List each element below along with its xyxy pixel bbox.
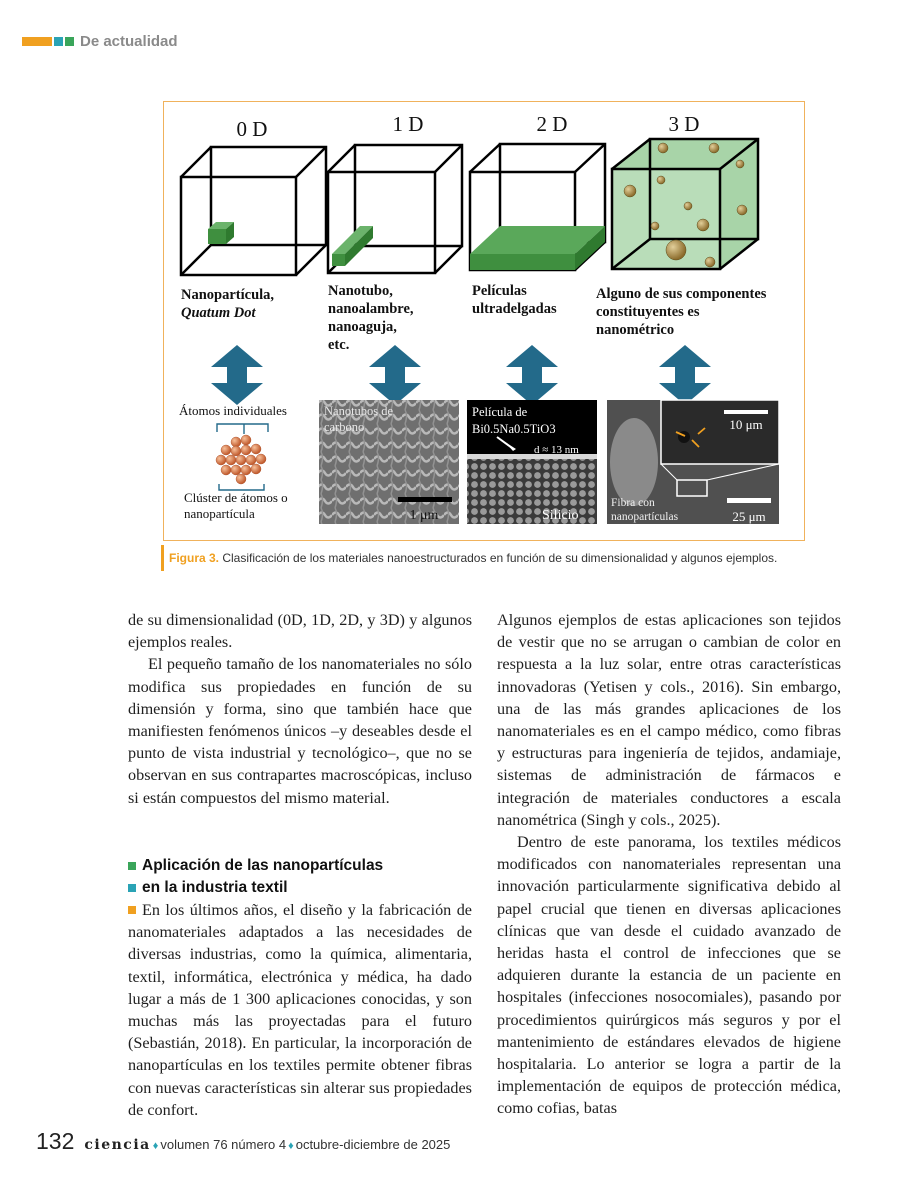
fiber-scale-large: 25 μm (732, 509, 766, 524)
label-1d-line1: Nanotubo, (328, 283, 393, 299)
cube-0d (181, 147, 326, 275)
header-bar-green (65, 37, 74, 46)
subsection-heading-line-2 (128, 877, 472, 899)
subsection-title-line1: Aplicación de las nanopartículas (142, 857, 384, 874)
figure-caption (161, 545, 819, 571)
film-line2: Bi0.5Na0.5TiO3 (472, 422, 556, 436)
double-arrows (211, 345, 711, 405)
atom-cluster (216, 424, 268, 490)
issue-period: octubre-diciembre de 2025 (295, 1137, 451, 1152)
atoms-label: Átomos individuales (179, 403, 287, 418)
nanotubes-scale: 1 μm (409, 508, 439, 523)
label-1d-line2: nanoalambre, (328, 301, 414, 317)
magazine-name: ciencia (84, 1137, 151, 1153)
header-bar-teal (54, 37, 63, 46)
subsection (128, 855, 472, 1121)
sem-film (467, 400, 597, 524)
right-column (497, 609, 841, 1120)
subsection-body (128, 899, 472, 1121)
header-bar-orange (22, 37, 52, 46)
square-marker-icon (128, 862, 136, 870)
film-substrate: Silicio (542, 508, 579, 523)
section-header (22, 33, 178, 50)
diamond-icon: ♦ (152, 1140, 159, 1152)
subsection-body-text: En los últimos años, el diseño y la fabricación de nanomateriales adaptados a las necesidades de diversas industrias, como la química, alimentaria, textil, informática, electrónica y médica, ha dado lugar a más de 1 300 aplicaciones conocidas, y son muchas más las proyectadas para el futuro (Sebastián, 2018). En particular, la incorporación de nanopartículas en los textiles permite obtener fibras con nuevas características sin alterar sus propiedades de confort. (128, 901, 472, 1119)
square-marker-icon (128, 906, 136, 914)
double-arrow-1d (369, 345, 421, 405)
cluster-line2: nanopartícula (184, 506, 255, 521)
double-arrow-0d (211, 345, 263, 405)
film-2d (470, 226, 605, 270)
diamond-icon: ♦ (288, 1140, 294, 1152)
sem-nanotubes (319, 400, 459, 524)
label-1d-line4: etc. (328, 337, 350, 353)
label-0d-line1: Nanopartícula, (181, 287, 275, 303)
title-1d: 1 D (392, 112, 424, 136)
right-paragraph-2: Dentro de este panorama, los textiles médicos modificados con nanomateriales representan una innovación particularmente significativa debido al papel crucial que tienen en diversas aplicaciones clínicas que van desde el cuidado avanzado de heridas hasta el control de infecciones que se adquieren durante la estancia de un paciente en hospitales (infecciones nosocomiales), pasando por procedimientos quirúrgicos más seguros y por el mantenimiento de estándares elevados de higiene hospitalaria. Lo anterior se logra a partir de la implementación de equipos de protección médica, como cofias, batas (497, 833, 841, 1118)
left-column (128, 609, 472, 809)
sem-fiber (607, 400, 779, 524)
label-2d-line2: ultradelgadas (472, 301, 557, 317)
cluster-line1: Clúster de átomos o (184, 490, 288, 505)
title-3d: 3 D (668, 112, 700, 136)
double-arrow-3d (659, 345, 711, 405)
title-2d: 2 D (536, 112, 568, 136)
title-0d: 0 D (236, 117, 268, 141)
label-3d-line2: constituyentes es (596, 304, 700, 320)
fiber-line1: Fibra con (611, 497, 655, 509)
film-thickness: d ≈ 13 nm (534, 444, 579, 456)
caption-label: Figura 3. (169, 551, 220, 565)
label-1d-line3: nanoaguja, (328, 319, 397, 335)
square-marker-icon (128, 884, 136, 892)
fiber-line2: nanopartículas (611, 511, 679, 523)
right-paragraph-1: Algunos ejemplos de estas aplicaciones son tejidos de vestir que no se arrugan o cambian de color en respuesta a la luz solar, entre otras características innovadoras (Yetisen y cols., 2016). Sin embargo, una de las más grandes aplicaciones de los nanomateriales es en el campo médico, como fibras y estructuras para ingeniería de tejidos, andamiaje, sistemas de administración de fármacos e integración de materiales conductores a escala nanométrica (Singh y cols., 2025). (497, 611, 841, 829)
dimensionality-diagram (164, 102, 804, 540)
subsection-heading-line-1 (128, 855, 472, 877)
film-line1: Película de (472, 405, 528, 419)
label-2d-line1: Películas (472, 283, 527, 299)
cube-3d (612, 139, 758, 269)
label-3d-line1: Alguno de sus componentes (596, 286, 767, 302)
left-paragraph-2: El pequeño tamaño de los nanomateriales no sólo modifica sus propiedades en función de su dimensión y forma, sino que también hace que manifiesten fenómenos únicos –y deseables desde el punto de vista industrial y tecnológico–, que no se observan en sus contrapartes macroscópicas, incluso si están compuestos del mismo material. (128, 655, 472, 807)
nanotubes-line1: Nanotubos de (324, 404, 394, 418)
left-paragraph-1: de su dimensionalidad (0D, 1D, 2D, y 3D) y algunos ejemplos reales. (128, 611, 472, 652)
page-number: 132 (36, 1128, 75, 1154)
subsection-title-line2: en la industria textil (142, 879, 288, 896)
label-3d-line3: nanométrico (596, 322, 675, 338)
caption-text: Clasificación de los materiales nanoestructurados en función de su dimensionalidad y algunos ejemplos. (219, 551, 778, 565)
fiber-scale-small: 10 μm (729, 417, 763, 432)
figure-3 (163, 101, 805, 541)
double-arrow-2d (506, 345, 558, 405)
issue-info: volumen 76 número 4 (160, 1137, 287, 1152)
footer (36, 1128, 450, 1155)
section-label: De actualidad (80, 33, 178, 50)
nanotubes-line2: carbono (324, 420, 365, 434)
label-0d-line2: Quatum Dot (181, 305, 256, 321)
